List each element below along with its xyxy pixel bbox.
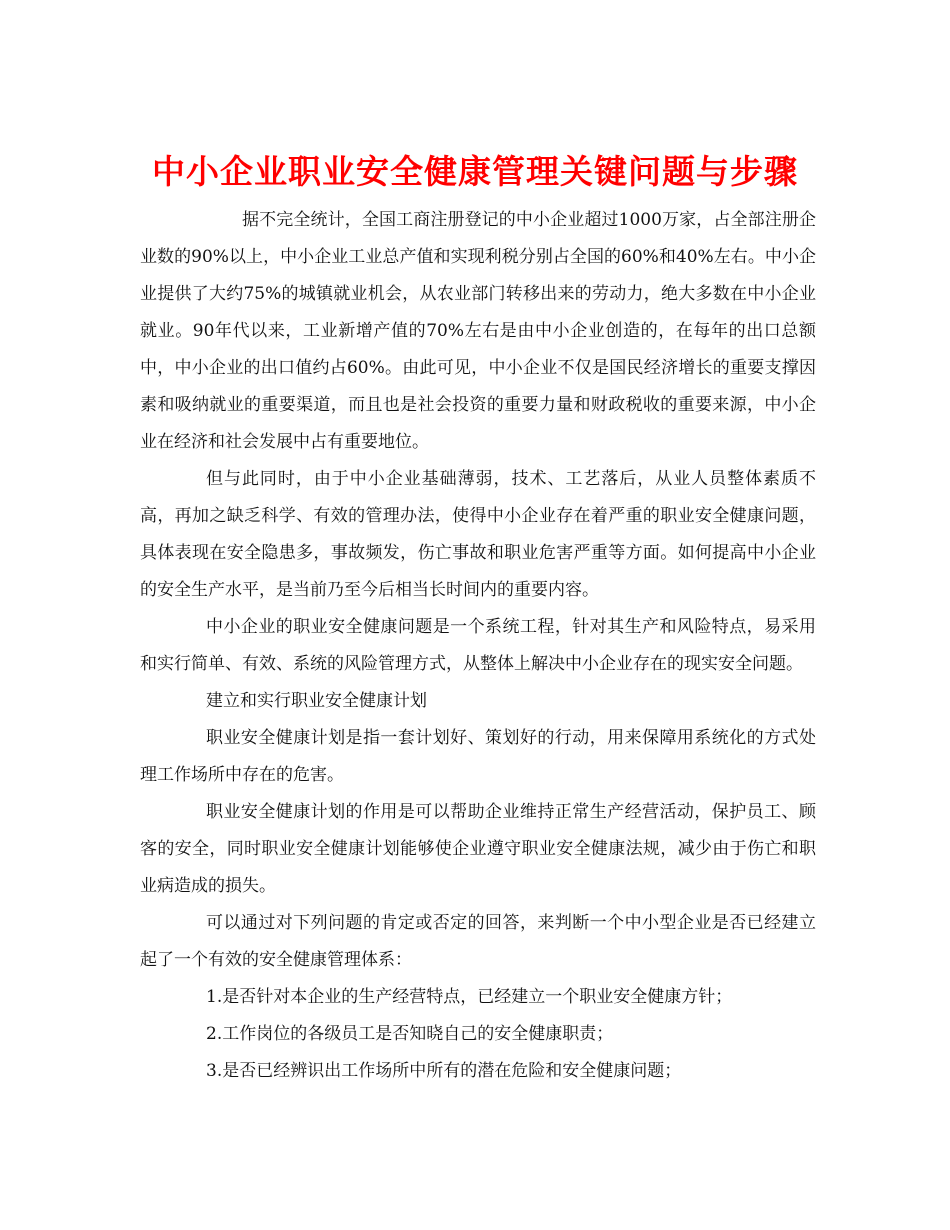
paragraph: 中小企业的职业安全健康问题是一个系统工程，针对其生产和风险特点，易采用和实行简单、有效、系统的风险管理方式，从整体上解决中小企业存在的现实安全问题。: [140, 617, 816, 674]
paragraph: 职业安全健康计划的作用是可以帮助企业维持正常生产经营活动，保护员工、顾客的安全，同时职业安全健康计划能够使企业遵守职业安全健康法规，减少由于伤亡和职业病造成的损失。: [140, 802, 816, 896]
paragraph: 职业安全健康计划是指一套计划好、策划好的行动，用来保障用系统化的方式处理工作场所中存在的危害。: [140, 728, 816, 785]
paragraph: 但与此同时，由于中小企业基础薄弱，技术、工艺落后，从业人员整体素质不高，再加之缺乏科学、有效的管理办法，使得中小企业存在着严重的职业安全健康问题，具体表现在安全隐患多，事故频发，伤亡事故和职业危害严重等方面。如何提高中小企业的安全生产水平，是当前乃至今后相当长时间内的重要内容。: [140, 469, 816, 600]
list-item: 3.是否已经辨识出工作场所中所有的潜在危险和安全健康问题；: [206, 1061, 682, 1081]
section-heading: 建立和实行职业安全健康计划: [206, 691, 427, 711]
document-title: 中小企业职业安全健康管理关键问题与步骤: [152, 152, 798, 192]
list-item: 2.工作岗位的各级员工是否知晓自己的安全健康职责；: [206, 1024, 614, 1044]
paragraph: 据不完全统计，全国工商注册登记的中小企业超过1000万家，占全部注册企业数的90%以上，中小企业工业总产值和实现利税分别占全国的60%和40%左右。中小企业提供了大约75%的城镇就业机会，从农业部门转移出来的劳动力，绝大多数在中小企业就业。90年代以来，工业新增产值的70%左右是由中小企业创造的，在每年的出口总额中，中小企业的出口值约占60%。由此可见，中小企业不仅是国民经济增长的重要支撑因素和吸纳就业的重要渠道，而且也是社会投资的重要力量和财政税收的重要来源，中小企业在经济和社会发展中占有重要地位。: [140, 210, 816, 452]
list-item: 1.是否针对本企业的生产经营特点，已经建立一个职业安全健康方针；: [206, 987, 733, 1007]
paragraph: 可以通过对下列问题的肯定或否定的回答，来判断一个中小型企业是否已经建立起了一个有效的安全健康管理体系：: [140, 913, 816, 970]
document-body: [140, 202, 816, 1090]
